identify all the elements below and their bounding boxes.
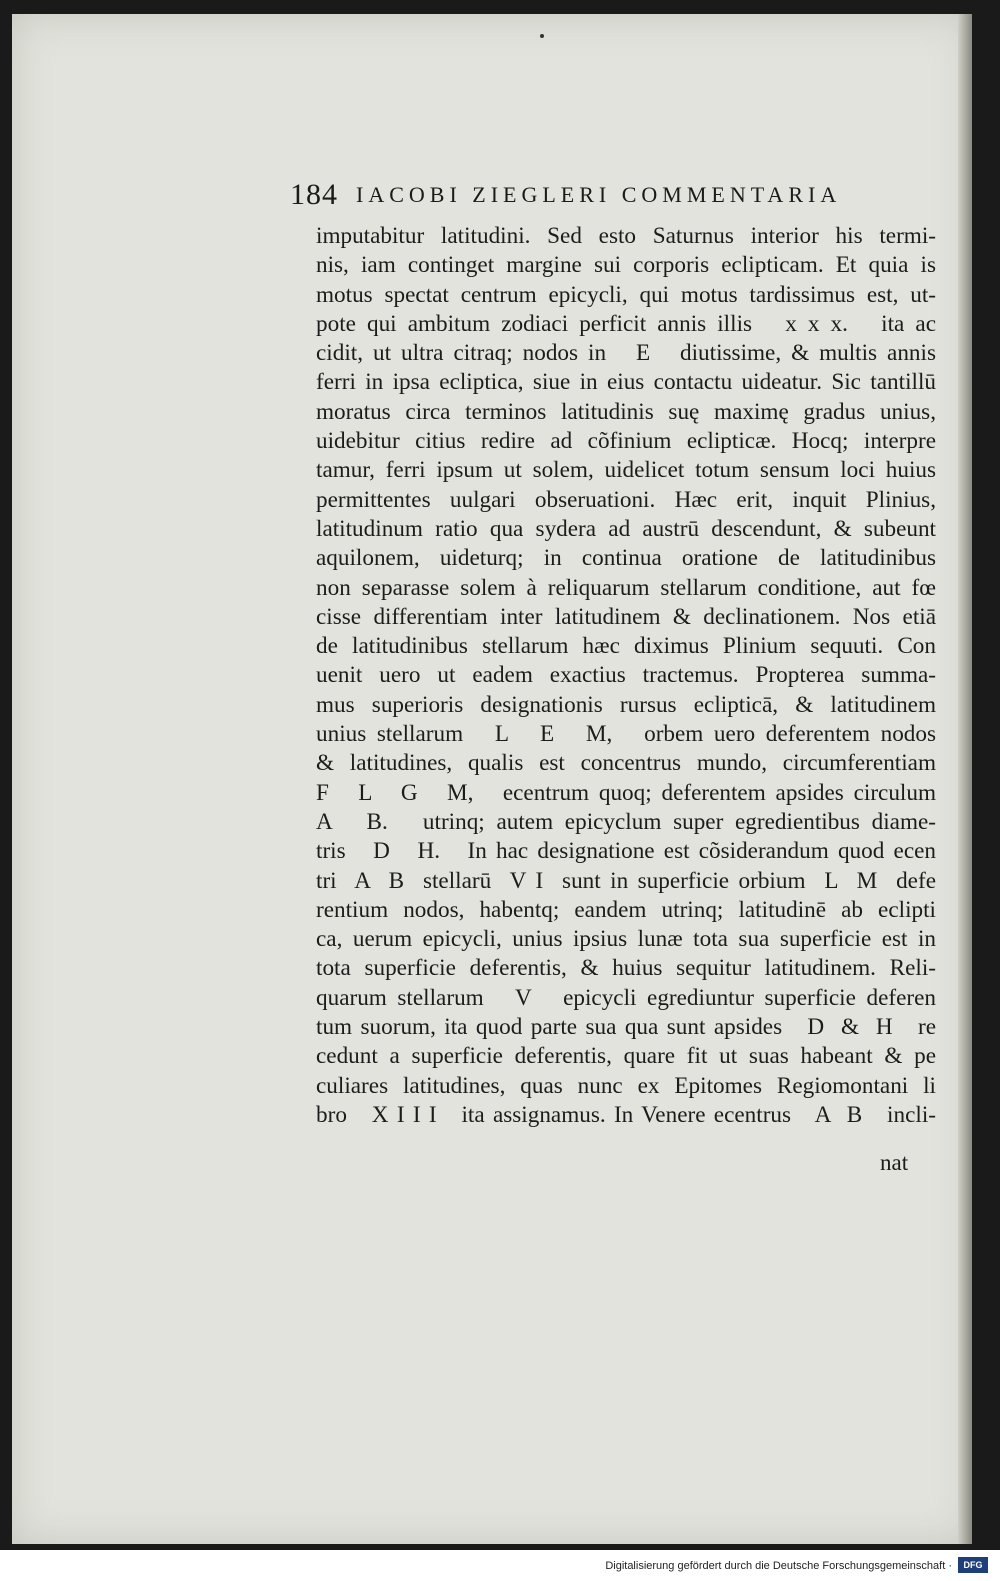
- dfg-logo: DFG: [958, 1557, 988, 1573]
- text-line: bro X I I I ita assignamus. In Venere ecentrus A B incli-: [316, 1101, 936, 1128]
- funding-credit: Digitalisierung gefördert durch die Deutsche Forschungsgemeinschaft ·: [605, 1560, 952, 1572]
- text-line: culiares latitudines, quas nunc ex Epitomes Regiomontani li: [316, 1072, 936, 1099]
- text-line: de latitudinibus stellarum hæc diximus Plinium sequuti. Con: [316, 633, 936, 660]
- text-line: unius stellarum L E M, orbem uero deferentem nodos: [316, 721, 936, 748]
- text-line: tum suorum, ita quod parte sua qua sunt apsides D & H re: [316, 1014, 936, 1041]
- text-line: moratus circa terminos latitudinis suę maximę gradus unius,: [316, 398, 936, 425]
- text-line: tamur, ferri ipsum ut solem, uidelicet totum sensum loci huius: [316, 457, 936, 484]
- running-head: IACOBI ZIEGLERI COMMENTARIA: [356, 182, 842, 207]
- text-line: cidit, ut ultra citraq; nodos in E diutissime, & multis annis: [316, 340, 936, 367]
- text-line: nis, iam continget margine sui corporis eclipticam. Et quia is: [316, 252, 936, 279]
- catchword: nat: [880, 1150, 909, 1175]
- text-line: tota superficie deferentis, & huius sequitur latitudinem. Reli-: [316, 955, 936, 982]
- text-line: quarum stellarum V epicycli egrediuntur superficie deferen: [316, 984, 936, 1011]
- text-line: aquilonem, uideturq; in continua oratione de latitudinibus: [316, 545, 936, 572]
- text-line: motus spectat centrum epicycli, qui motus tardissimus est, ut-: [316, 281, 936, 308]
- folio-number: 184: [290, 178, 338, 211]
- text-line: cisse differentiam inter latitudinem & declinationem. Nos etiā: [316, 603, 936, 630]
- text-line: mus superioris designationis rursus eclipticā, & latitudinem: [316, 691, 936, 718]
- text-line: & latitudines, qualis est concentrus mundo, circumferentiam: [316, 750, 936, 777]
- text-line: rentium nodos, habentq; eandem utrinq; latitudinē ab eclipti: [316, 896, 936, 923]
- page-edge: [958, 14, 972, 1544]
- body-text: [316, 222, 936, 1130]
- text-line: tris D H. In hac designatione est cõsiderandum quod ecen: [316, 838, 936, 865]
- text-line: imputabitur latitudini. Sed esto Saturnus interior his termi-: [316, 223, 936, 249]
- text-line: uenit uero ut eadem exactius tractemus. Propterea summa-: [316, 662, 936, 689]
- footer-strip: [0, 1550, 1000, 1581]
- text-line: A B. utrinq; autem epicyclum super egredientibus diame-: [316, 808, 936, 835]
- text-line: permittentes uulgari obseruationi. Hæc erit, inquit Plinius,: [316, 486, 936, 513]
- text-line: cedunt a superficie deferentis, quare fit ut suas habeant & pe: [316, 1043, 936, 1070]
- page-header: [290, 178, 920, 218]
- text-line: ferri in ipsa ecliptica, siue in eius contactu uideatur. Sic tantillū: [316, 369, 936, 396]
- text-line: latitudinum ratio qua sydera ad austrū descendunt, & subeunt: [316, 515, 936, 542]
- text-line: ca, uerum epicycli, unius ipsius lunæ tota sua superficie est in: [316, 926, 936, 953]
- ink-speck: [540, 34, 544, 38]
- text-line: non separasse solem à reliquarum stellarum conditione, aut fœ: [316, 574, 936, 601]
- text-line: uidebitur citius redire ad cõfinium eclipticæ. Hocq; interpre: [316, 428, 936, 455]
- text-line: pote qui ambitum zodiaci perficit annis illis x x x. ita ac: [316, 310, 936, 337]
- text-line: tri A B stellarū V I sunt in superficie orbium L M defe: [316, 867, 936, 894]
- text-line: F L G M, ecentrum quoq; deferentem apsides circulum: [316, 779, 936, 806]
